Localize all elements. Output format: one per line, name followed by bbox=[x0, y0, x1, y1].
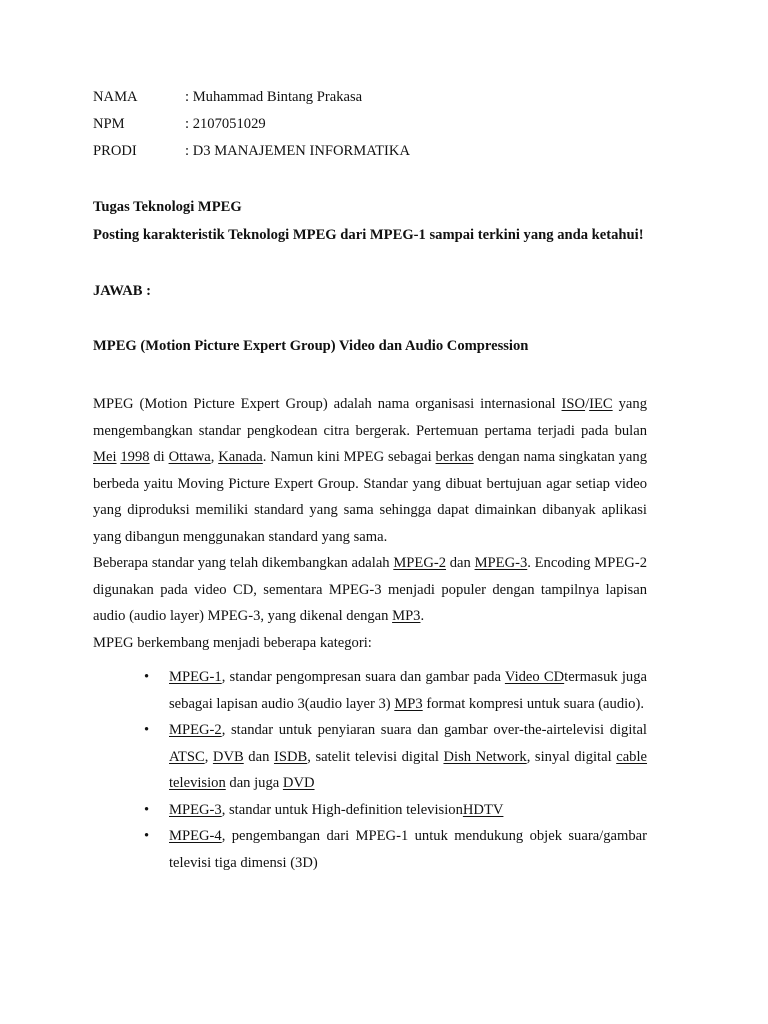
link-mpeg-3[interactable]: MPEG-3 bbox=[169, 801, 222, 818]
task-title: Tugas Teknologi MPEG bbox=[93, 199, 242, 215]
bullet-icon: • bbox=[144, 828, 150, 844]
link-video-cd[interactable]: Video CD bbox=[504, 669, 565, 685]
link-ottawa[interactable]: Ottawa bbox=[168, 449, 211, 465]
category-list bbox=[93, 664, 647, 876]
link-mp3[interactable]: MP3 bbox=[392, 608, 421, 624]
task-question: Posting karakteristik Teknologi MPEG dari MPEG-1 sampai terkini yang anda ketahui! bbox=[93, 227, 644, 243]
list-item: • MPEG-2, standar untuk penyiaran suara dan gambar over-the-airtelevisi digital ATSC, DVB dan ISDB, satelit televisi digital Dish Network, sinyal digital cable television dan juga DVD bbox=[93, 717, 647, 797]
link-berkas[interactable]: berkas bbox=[435, 449, 474, 465]
nama-label: NAMA bbox=[93, 89, 138, 105]
paragraph-intro: MPEG (Motion Picture Expert Group) adalah nama organisasi internasional ISO/IEC yang mengembangkan standar pengkodean citra bergerak. Pertemuan pertama terjadi pada bulan Mei 1998 di Ottawa, Kanada. Namun kini MPEG sebagai berkas dengan nama singkatan yang berbeda yaitu Moving Picture Expert Group. Standar yang dibuat bertujuan agar setiap video yang diproduksi memiliki standard yang sama sehingga dapat dimainkan dibanyak aplikasi yang dibangun menggunakan standard yang sama. bbox=[93, 396, 647, 545]
list-item: • MPEG-4, pengembangan dari MPEG-1 untuk mendukung objek suara/gambar televisi tiga dimensi (3D) bbox=[93, 823, 647, 876]
bullet-icon: • bbox=[144, 722, 150, 738]
bullet-icon: • bbox=[144, 669, 150, 685]
prodi-label: PRODI bbox=[93, 143, 137, 159]
npm-label: NPM bbox=[93, 116, 125, 132]
link-mpeg-3[interactable]: MPEG-3 bbox=[474, 555, 528, 571]
link-dvb[interactable]: DVB bbox=[212, 748, 244, 765]
link-mpeg-1[interactable]: MPEG-1 bbox=[169, 669, 222, 685]
body-text bbox=[93, 391, 647, 656]
link-kanada[interactable]: Kanada bbox=[218, 449, 263, 465]
link-mpeg-2[interactable]: MPEG-2 bbox=[169, 722, 222, 738]
section-title: MPEG (Motion Picture Expert Group) Video dan Audio Compression bbox=[93, 338, 529, 354]
list-item: • MPEG-3, standar untuk High-definition televisionHDTV bbox=[93, 797, 647, 824]
link-mpeg-2[interactable]: MPEG-2 bbox=[393, 555, 447, 571]
link-1998[interactable]: 1998 bbox=[120, 449, 150, 465]
link-dish-network[interactable]: Dish Network bbox=[443, 748, 527, 765]
link-atsc[interactable]: ATSC bbox=[169, 748, 205, 765]
paragraph-standards: Beberapa standar yang telah dikembangkan adalah MPEG-2 dan MPEG-3. Encoding MPEG-2 digunakan pada video CD, sementara MPEG-3 menjadi populer dengan tampilnya lapisan audio (audio layer) MPEG-3, yang dikenal dengan MP3. bbox=[93, 555, 647, 624]
link-mei[interactable]: Mei bbox=[93, 449, 117, 465]
link-mp3[interactable]: MP3 bbox=[394, 695, 423, 712]
link-hdtv[interactable]: HDTV bbox=[462, 801, 504, 818]
link-mpeg-4[interactable]: MPEG-4 bbox=[169, 828, 222, 844]
paragraph-categories-intro: MPEG berkembang menjadi beberapa kategori: bbox=[93, 634, 372, 651]
npm-value: : 2107051029 bbox=[185, 116, 266, 132]
nama-value: : Muhammad Bintang Prakasa bbox=[185, 89, 363, 105]
prodi-value: : D3 MANAJEMEN INFORMATIKA bbox=[185, 143, 410, 159]
answer-label: JAWAB : bbox=[93, 283, 151, 299]
bullet-icon: • bbox=[144, 801, 150, 818]
list-item: • MPEG-1, standar pengompresan suara dan gambar pada Video CDtermasuk juga sebagai lapisan audio 3(audio layer 3) MP3 format kompresi untuk suara (audio). bbox=[93, 664, 647, 717]
link-dvd[interactable]: DVD bbox=[282, 775, 315, 791]
link-iec[interactable]: IEC bbox=[589, 396, 613, 412]
link-iso[interactable]: ISO bbox=[561, 396, 586, 412]
link-cable-television[interactable]: cable television bbox=[169, 748, 648, 791]
link-isdb[interactable]: ISDB bbox=[273, 748, 308, 765]
